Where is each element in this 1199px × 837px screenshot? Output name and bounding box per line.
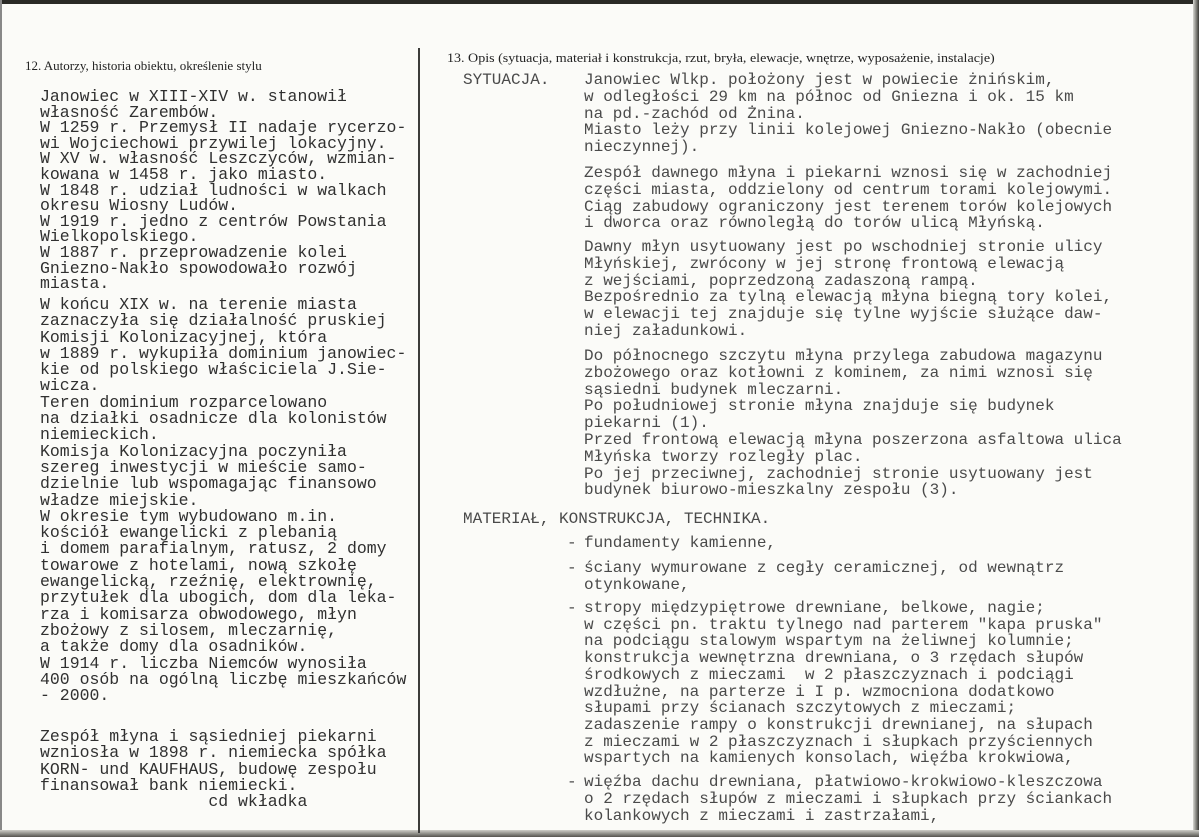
situation-paragraph: Zespół dawnego młyna i piekarni wznosi się w zachodniej części miasta, oddzielony od centrum torami kolejowymi. Ciąg zabudowy ograniczony jest terenem torów kolejowych i dworca oraz równoległą do torów ulicą Młyńską.	[584, 164, 1113, 233]
scan-border-top	[0, 0, 1199, 4]
list-bullet: -	[567, 559, 577, 577]
situation-paragraph: Do północnego szczytu młyna przylega zabudowa magazynu zbożowego oraz kotłowni z kominem, za nimi wznosi się sąsiedni budynek mleczarni. Po południowej stronie młyna znajduje się budynek piekarni (1). Przed frontową elewacją młyna poszerzona asfaltowa ulica Młyńska tworzy rozległy plac. Po jej przeciwnej, zachodniej stronie usytuowany jest budynek biurowo-mieszkalny zespołu (3).	[584, 347, 1122, 500]
material-item: stropy międzypiętrowe drewniane, belkowe, nagie; w części pn. traktu tylnego nad parterem "kapa pruska" na podciągu stalowym wspartym na żeliwnej kolumnie; konstrukcja wewnętrzna drewniana, o 3 rzędach słupów środkowych z mieczami w 2 płaszczyznach i podciągi wzdłużne, na parterze i I p. wzmocniona dodatkowo słupami przy ścianach szczytowych z mieczami; zadaszenie rampy o konstrukcji drewnianej, na słupach z mieczami w 2 płaszczyznach i słupkach przyściennych wspartych na kamienych konsolach, więźba krokwiowa,	[584, 599, 1103, 768]
scan-border-bottom	[0, 830, 1199, 837]
history-paragraph: Zespół młyna i sąsiedniej piekarni wzniosła w 1898 r. niemiecka spółka KORN- und KAUFHAUS, budowę zespołu finansował bank niemiecki. cd wkładka	[40, 727, 387, 812]
scan-border-right	[1193, 0, 1199, 837]
section-12-header: 12. Autorzy, historia obiektu, określenie stylu	[25, 58, 262, 73]
list-bullet: -	[567, 599, 577, 617]
situation-paragraph: Janowiec Wlkp. położony jest w powiecie żnińskim, w odległości 29 km na północ od Gniezna i ok. 15 km na pd.-zachód od Żnina. Miasto leży przy linii kolejowej Gniezno-Nakło (obecnie nieczynnej).	[584, 71, 1113, 157]
situation-paragraph: Dawny młyn usytuowany jest po wschodniej stronie ulicy Młyńskiej, zwrócony w jej stronę frontową elewacją z wejściami, poprzedzoną zadaszoną rampą. Bezpośrednio za tylną elewacją młyna biegną tory kolei, w elewacji tej znajduje się tylne wyjście służące daw- niej załadunkowi.	[584, 238, 1113, 340]
list-bullet: -	[567, 773, 577, 791]
list-bullet: -	[567, 534, 577, 552]
history-paragraph: Janowiec w XIII-XIV w. stanowił własność Zarembów. W 1259 r. Przemysł II nadaje rycerzo- wi Wojciechowi przywilej lokacyjny. W XV w. własność Leszczyców, wzmian- kowana w 1458 r. jako miasto. W 1848 r. udział ludności w walkach okresu Wiosny Ludów. W 1919 r. jedno z centrów Powstania Wielkopolskiego. W 1887 r. przeprowadzenie kolei Gniezno-Nakło spowodowało rozwój miasta.	[40, 87, 407, 294]
material-item: ściany wymurowane z cegły ceramicznej, od wewnątrz otynkowane,	[584, 559, 1065, 594]
section-13-header: 13. Opis (sytuacja, materiał i konstrukcja, rzut, bryła, elewacje, wnętrze, wyposażenie, instalacje)	[447, 50, 995, 65]
material-item: fundamenty kamienne,	[584, 534, 777, 552]
column-divider	[418, 48, 420, 833]
material-item: więźba dachu drewniana, płatwiowo-krokwiowo-kleszczowa o 2 rzędach słupów z mieczami i słupkach przy ściankach kolankowych z mieczami i zastrzałami,	[584, 773, 1113, 825]
history-paragraph: W końcu XIX w. na terenie miasta zaznaczyła się działalność pruskiej Komisji Kolonizacyjnej, która w 1889 r. wykupiła dominium janowiec- kie od polskiego właściciela J.Sie- wicza. Teren dominium rozparcelowano na działki osadnicze dla kolonistów niemieckich. Komisja Kolonizacyjna poczyniła szereg inwestycji w mieście samo- dzielnie lub wspomagając finansowo władze miejskie. W okresie tym wybudowano m.in. kościół ewangelicki z plebanią i domem parafialnym, ratusz, 2 domy towarowe z hotelami, nową szkołę ewangelicką, rzeźnię, elektrownię, przytułek dla ubogich, dom dla leka- rza i komisarza obwodowego, młyn zbożowy z silosem, mleczarnię, a także domy dla osadników. W 1914 r. liczba Niemców wynosiła 400 osób na ogólną liczbę mieszkańców - 2000.	[40, 295, 407, 706]
scan-border-left	[0, 0, 2, 837]
material-label: MATERIAŁ, KONSTRUKCJA, TECHNIKA.	[463, 510, 771, 528]
situation-label: SYTUACJA.	[463, 71, 550, 89]
